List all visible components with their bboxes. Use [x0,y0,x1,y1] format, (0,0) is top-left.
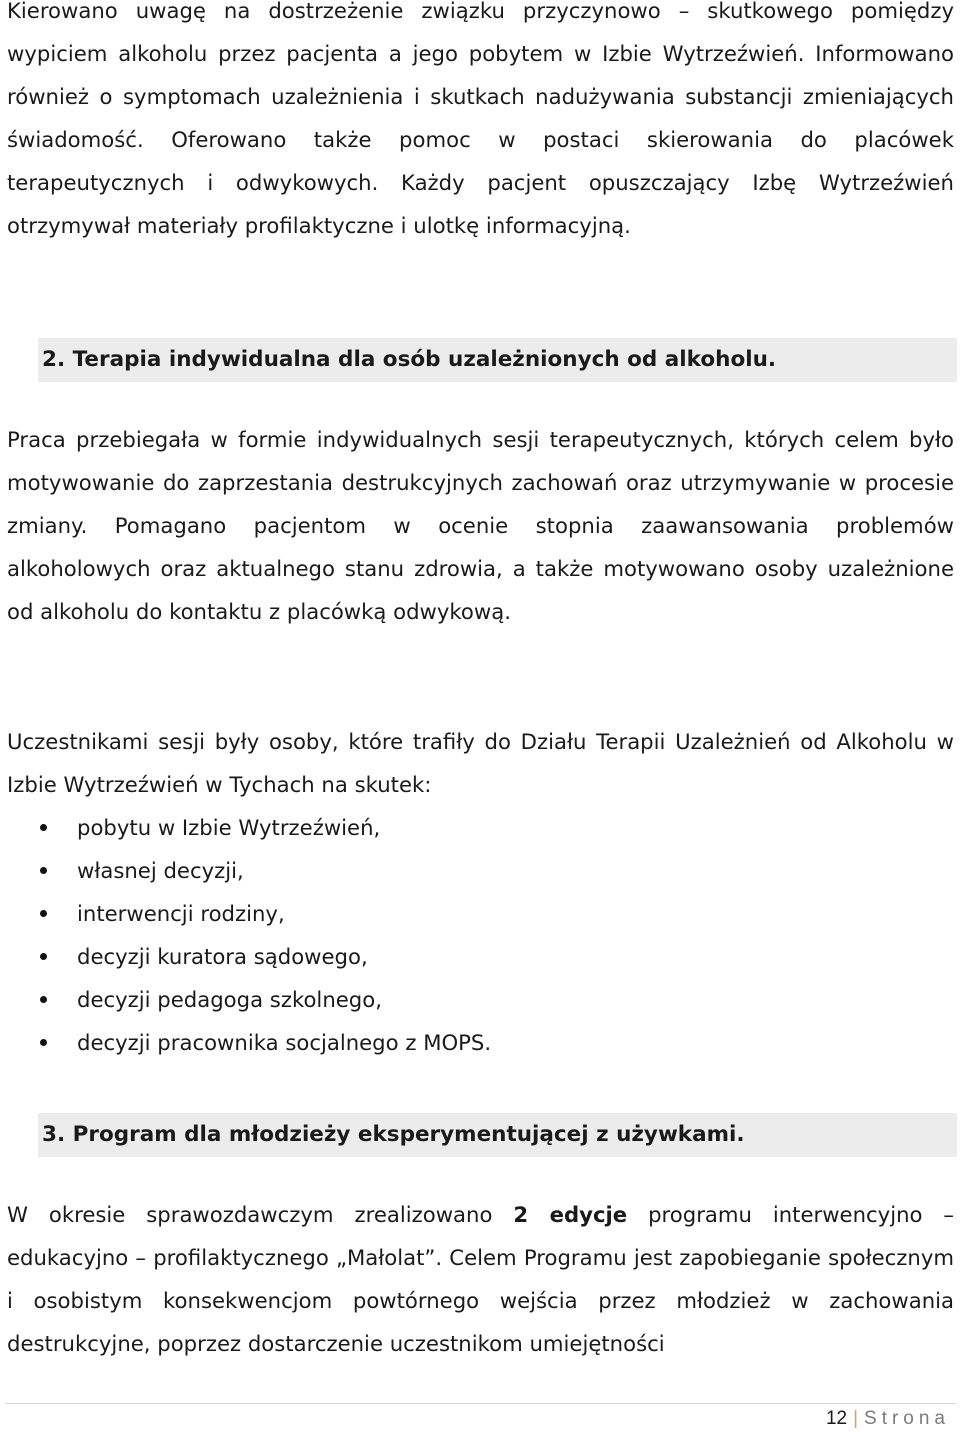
page-label: Strona [864,1408,950,1429]
section-2-paragraph: Praca przebiegała w formie indywidualnych sesji terapeutycznych, których celem było motywowanie do zaprzestania destrukcyjnych zachowań oraz utrzymywanie w procesie zmiany. Pomagano pacjentom w ocenie stopnia zaawansowania problemów alkoholowych oraz aktualnego stanu zdrowia, a także motywowano osoby uzależnione od alkoholu do kontaktu z placówką odwykową. [7,427,954,624]
list-item-label: pobytu w Izbie Wytrzeźwień, [77,815,381,840]
list-item-label: decyzji pedagoga szkolnego, [77,987,382,1012]
bullet-icon [40,824,47,831]
list-item [7,892,907,935]
reasons-list [7,806,907,1064]
participants-intro: Uczestnikami sesji były osoby, które trafiły do Działu Terapii Uzależnień od Alkoholu w Izbie Wytrzeźwień w Tychach na skutek: [7,729,954,797]
section-3-heading: 3. Program dla młodzieży eksperymentującej z używkami. [42,1122,745,1147]
bullet-icon [40,953,47,960]
list-item-label: decyzji kuratora sądowego, [77,944,368,969]
list-item-label: interwencji rodziny, [77,901,285,926]
list-item [7,1021,907,1064]
footer-separator: | [853,1408,859,1429]
section-3-text-rest: programu interwencyjno – edukacyjno – profilaktycznego „Małolat”. Celem Programu jest zapobieganie społecznym i osobistym konsekwencjom powtórnego wejścia przez młodzież w zachowania destrukcyjne, poprzez dostarczenie uczestnikom umiejętności [7,1202,954,1356]
section-2-heading: 2. Terapia indywidualna dla osób uzależnionych od alkoholu. [42,347,777,372]
intro-paragraph: Kierowano uwagę na dostrzeżenie związku przyczynowo – skutkowego pomiędzy wypiciem alkoholu przez pacjenta a jego pobytem w Izbie Wytrzeźwień. Informowano również o symptomach uzależnienia i skutkach nadużywania substancji zmieniających świadomość. Oferowano także pomoc w postaci skierowania do placówek terapeutycznych i odwykowych. Każdy pacjent opuszczający Izbę Wytrzeźwień otrzymywał materiały profilaktyczne i ulotkę informacyjną. [7,0,954,238]
list-item [7,935,907,978]
section-3-text-start: W okresie sprawozdawczym zrealizowano [7,1202,514,1227]
bullet-icon [40,910,47,917]
list-item-label: decyzji pracownika socjalnego z MOPS. [77,1030,492,1055]
list-item [7,806,907,849]
list-item [7,978,907,1021]
footer-divider [5,1403,956,1404]
bullet-icon [40,996,47,1003]
list-item-label: własnej decyzji, [77,858,244,883]
section-3-heading-band [38,1113,957,1157]
section-2-heading-band [38,338,957,382]
page-footer [826,1406,950,1432]
section-3-paragraph [7,1193,954,1365]
bullet-icon [40,867,47,874]
list-item [7,849,907,892]
page-number: 12 [825,1408,848,1429]
editions-count: 2 edycje [513,1202,628,1227]
bullet-icon [40,1039,47,1046]
